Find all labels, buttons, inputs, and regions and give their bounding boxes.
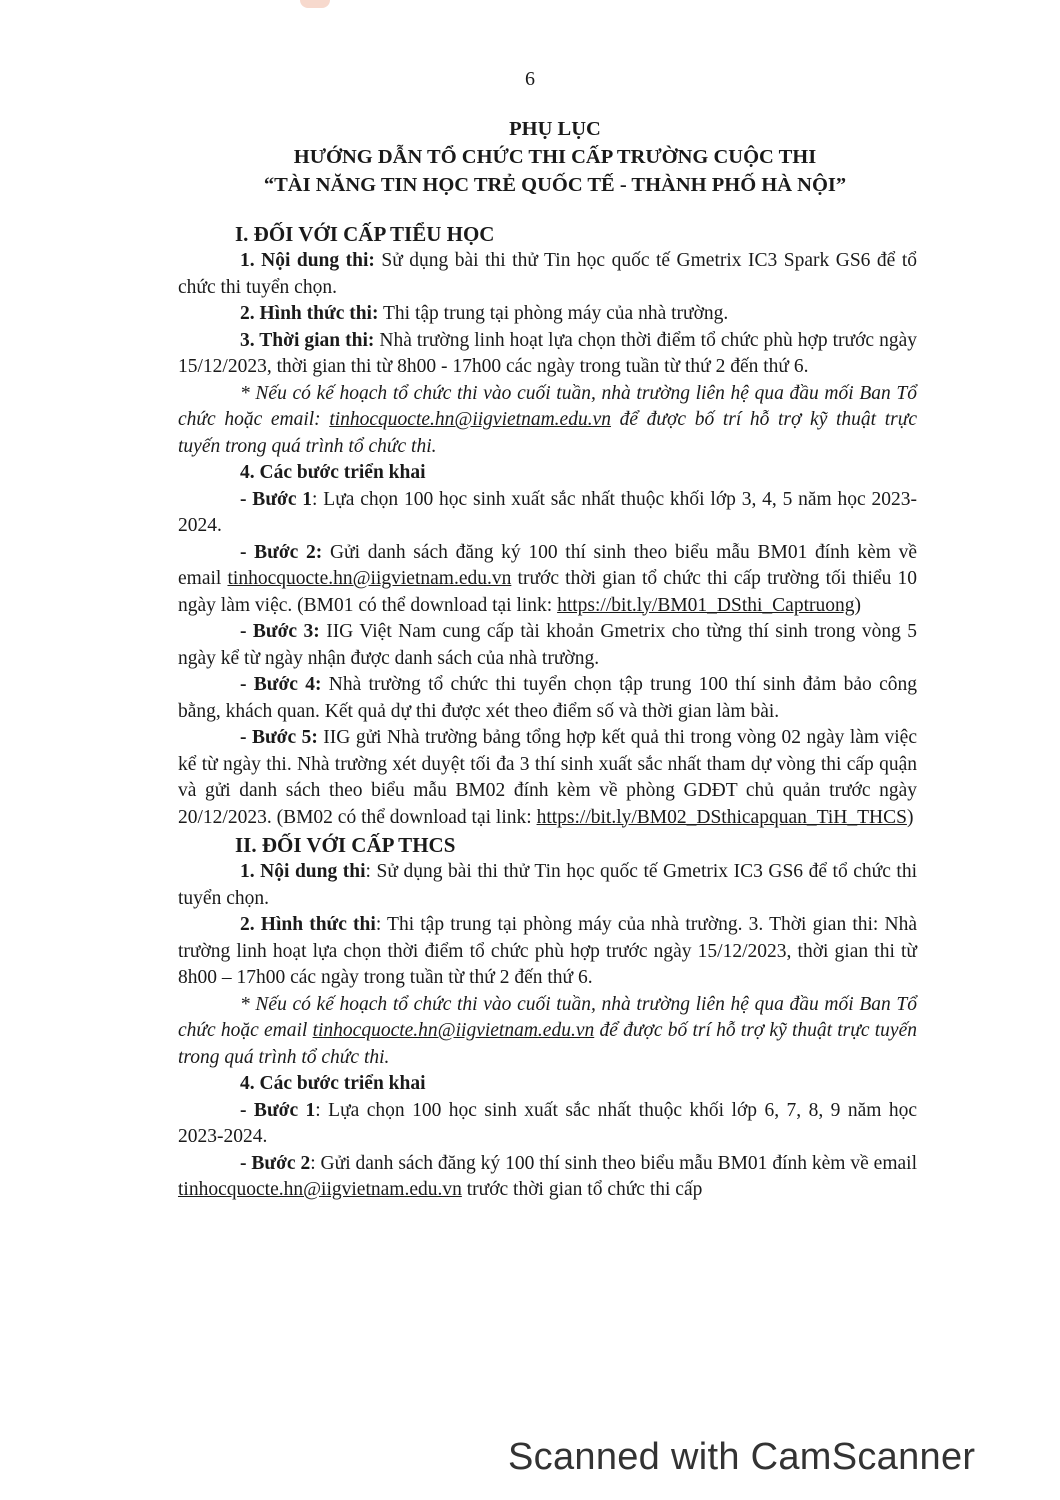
section-2-title: II. ĐỐI VỚI CẤP THCS	[235, 833, 456, 857]
page-number: 6	[525, 68, 535, 90]
document-body	[178, 220, 917, 1204]
bm01-download-link[interactable]: https://bit.ly/BM01_DSthi_Captruong	[557, 594, 855, 616]
s1-note: * Nếu có kế hoạch tổ chức thi vào cuối tuần, nhà trường liên hệ qua đầu mối Ban Tổ chức hoặc email: tinhocquocte.hn@iigvietnam.edu.vn để được bố trí hỗ trợ kỹ thuật trực tuyến trong quá trình tổ chức thi.	[178, 382, 917, 457]
contest-title: “TÀI NĂNG TIN HỌC TRẺ QUỐC TẾ - THÀNH PHỐ HÀ NỘI”	[263, 174, 847, 196]
appendix-title: PHỤ LỤC	[509, 118, 601, 140]
s1-step-2: - Bước 2: Gửi danh sách đăng ký 100 thí sinh theo biểu mẫu BM01 đính kèm về email tinhocquocte.hn@iigvietnam.edu.vn trước thời gian tổ chức thi cấp trường tối thiểu 10 ngày làm việc. (BM01 có thể download tại link: https://bit.ly/BM01_DSthi_Captruong)	[178, 541, 918, 616]
s2-note-email-link[interactable]: tinhocquocte.hn@iigvietnam.edu.vn	[312, 1020, 595, 1041]
s2-content: 1. Nội dung thi: Sử dụng bài thi thử Tin học quốc tế Gmetrix IC3 GS6 để tổ chức thi tuyển chọn.	[178, 861, 917, 909]
s1-steps-title: 4. Các bước triển khai	[240, 462, 426, 483]
s1-step-1: - Bước 1: Lựa chọn 100 học sinh xuất sắc nhất thuộc khối lớp 3, 4, 5 năm học 2023-2024.	[178, 488, 918, 536]
s2-form-time: 2. Hình thức thi: Thi tập trung tại phòng máy của nhà trường. 3. Thời gian thi: Nhà trường linh hoạt lựa chọn thời điểm tổ chức phù hợp trước ngày 15/12/2023, thời gian thi từ 8h00 – 17h00 các ngày trong tuần từ thứ 2 đến thứ 6.	[178, 914, 917, 988]
s1-form: 2. Hình thức thi: Thi tập trung tại phòng máy của nhà trường.	[240, 303, 729, 324]
s2-steps-title: 4. Các bước triển khai	[240, 1073, 426, 1094]
s2-step2-email-link[interactable]: tinhocquocte.hn@iigvietnam.edu.vn	[178, 1179, 462, 1200]
s1-step2-email-link[interactable]: tinhocquocte.hn@iigvietnam.edu.vn	[227, 568, 512, 589]
bm02-download-link[interactable]: https://bit.ly/BM02_DSthicapquan_TiH_THCS	[536, 806, 907, 828]
s1-note-email-link[interactable]: tinhocquocte.hn@iigvietnam.edu.vn	[329, 409, 611, 430]
scanner-watermark: Scanned with CamScanner	[508, 1436, 976, 1478]
s2-step-2: - Bước 2: Gửi danh sách đăng ký 100 thí sinh theo biểu mẫu BM01 đính kèm về email tinhocquocte.hn@iigvietnam.edu.vn trước thời gian tổ chức thi cấp	[178, 1152, 918, 1200]
s1-time: 3. Thời gian thi: Nhà trường linh hoạt lựa chọn thời điểm tổ chức phù hợp trước ngày 15/12/2023, thời gian thi từ 8h00 - 17h00 các ngày trong tuần từ thứ 2 đến thứ 6.	[178, 329, 917, 377]
scan-smudge	[300, 0, 330, 8]
s1-step-3: - Bước 3: IIG Việt Nam cung cấp tài khoản Gmetrix cho từng thí sinh trong vòng 5 ngày kể từ ngày nhận được danh sách của nhà trường.	[178, 621, 917, 669]
s2-step-1: - Bước 1: Lựa chọn 100 học sinh xuất sắc nhất thuộc khối lớp 6, 7, 8, 9 năm học 2023-2024.	[178, 1099, 917, 1147]
s1-step-5: - Bước 5: IIG gửi Nhà trường bảng tổng hợp kết quả thi trong vòng 02 ngày làm việc kể từ ngày thi. Nhà trường xét duyệt tối đa 3 thí sinh xuất sắc nhất tham dự vòng thi cấp quận và gửi danh sách theo biểu mẫu BM02 đính kèm về phòng GDĐT chủ quản trước ngày 20/12/2023. (BM02 có thể download tại link: https://bit.ly/BM02_DSthicapquan_TiH_THCS)	[178, 727, 917, 828]
guide-title: HƯỚNG DẪN TỔ CHỨC THI CẤP TRƯỜNG CUỘC THI	[293, 146, 817, 168]
s2-note: * Nếu có kế hoạch tổ chức thi vào cuối tuần, nhà trường liên hệ qua đầu mối Ban Tổ chức hoặc email tinhocquocte.hn@iigvietnam.edu.vn để được bố trí hỗ trợ kỹ thuật trực tuyến trong quá trình tổ chức thi.	[178, 993, 917, 1068]
s1-step-4: - Bước 4: Nhà trường tổ chức thi tuyển chọn tập trung 100 thí sinh đảm bảo công bằng, khách quan. Kết quả dự thi được xét theo điểm số và thời gian làm bài.	[178, 674, 917, 722]
s1-content: 1. Nội dung thi: Sử dụng bài thi thử Tin học quốc tế Gmetrix IC3 Spark GS6 để tổ chức thi tuyển chọn.	[178, 250, 917, 298]
section-1-title: I. ĐỐI VỚI CẤP TIỂU HỌC	[235, 222, 495, 246]
